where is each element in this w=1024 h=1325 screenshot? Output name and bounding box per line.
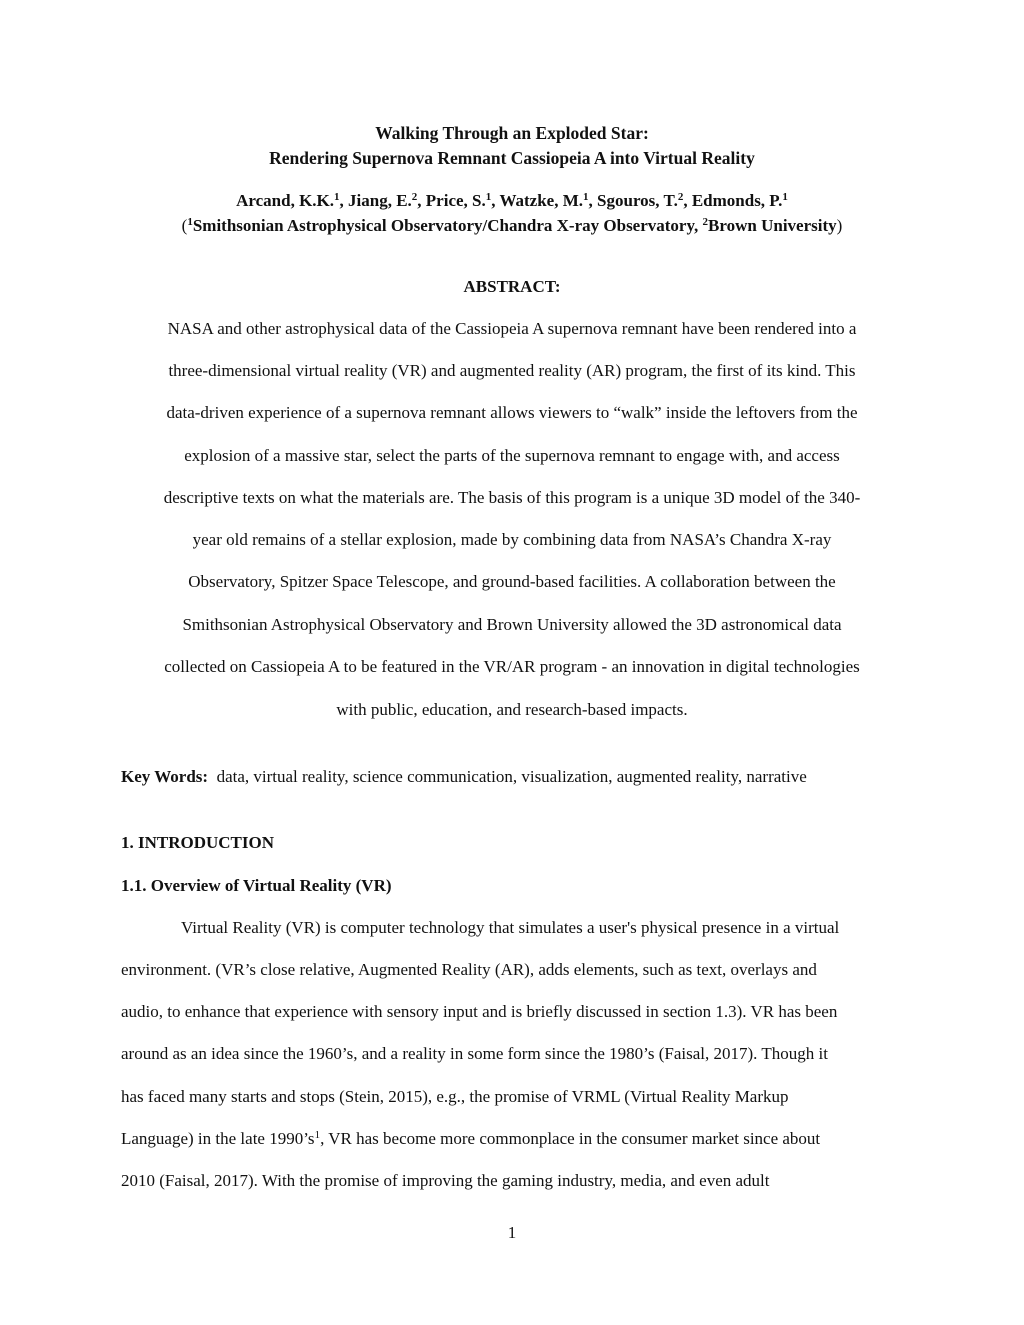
author-affiliation-mark: 1: [334, 191, 340, 203]
author-affiliation-mark: 1: [782, 191, 788, 203]
abstract-line: three-dimensional virtual reality (VR) and augmented reality (AR) program, the first of its kind. This: [168, 361, 856, 380]
affiliations: [0, 213, 1024, 239]
body-text-line: [121, 1128, 820, 1150]
body-text-line: 2010 (Faisal, 2017). With the promise of improving the gaming industry, media, and even adult: [121, 1171, 770, 1190]
affiliation-1: Smithsonian Astrophysical Observatory/Chandra X-ray Observatory,: [192, 216, 703, 235]
author-list: [0, 188, 1024, 214]
abstract-line: data-driven experience of a supernova remnant allows viewers to “walk” inside the leftovers from the: [166, 403, 858, 422]
subsection-heading: 1.1. Overview of Virtual Reality (VR): [121, 876, 392, 895]
abstract-line: Smithsonian Astrophysical Observatory and Brown University allowed the 3D astronomical data: [182, 615, 842, 634]
author-name: Price, S.: [425, 191, 486, 210]
author-separator: ,: [588, 191, 598, 210]
affiliation-mark-1: 1: [187, 216, 193, 228]
abstract-line: NASA and other astrophysical data of the Cassiopeia A supernova remnant have been rendered into a: [167, 319, 857, 338]
author-name: Edmonds, P.: [691, 191, 783, 210]
author-affiliation-mark: 1: [583, 191, 589, 203]
author-separator: ,: [491, 191, 500, 210]
affiliation-2: Brown University: [708, 216, 837, 235]
author-name: Arcand, K.K.: [236, 191, 335, 210]
body-text-line: has faced many starts and stops (Stein, 2015), e.g., the promise of VRML (Virtual Reality Markup: [121, 1087, 789, 1106]
paper-title-line-2: Rendering Supernova Remnant Cassiopeia A into Virtual Reality: [269, 148, 755, 168]
affiliation-mark-2: 2: [702, 216, 709, 228]
author-affiliation-mark: 1: [485, 191, 492, 203]
author-name: Jiang, E.: [348, 191, 412, 210]
abstract-line: Observatory, Spitzer Space Telescope, and ground-based facilities. A collaboration between the: [188, 572, 836, 591]
author-name: Watzke, M.: [499, 191, 584, 210]
author-separator: ,: [339, 191, 349, 210]
abstract-line: year old remains of a stellar explosion, made by combining data from NASA’s Chandra X-ray: [192, 530, 832, 549]
page-number: 1: [507, 1223, 517, 1242]
abstract-line: collected on Cassiopeia A to be featured in the VR/AR program - an innovation in digital technologies: [164, 657, 860, 676]
author-affiliation-mark: 2: [411, 191, 418, 203]
keywords: [121, 766, 807, 788]
keywords-text: data, virtual reality, science communication, visualization, augmented reality, narrative: [216, 767, 807, 786]
body-text-segment: Language) in the late 1990’s: [121, 1129, 315, 1148]
author-separator: ,: [417, 191, 426, 210]
abstract-line: with public, education, and research-based impacts.: [336, 700, 688, 719]
body-text-line: environment. (VR’s close relative, Augmented Reality (AR), adds elements, such as text, overlays and: [121, 960, 817, 979]
section-heading: 1. INTRODUCTION: [121, 833, 275, 852]
paper-title-line-1: Walking Through an Exploded Star:: [375, 123, 649, 143]
body-text-segment: , VR has become more commonplace in the consumer market since about: [320, 1129, 821, 1148]
body-text-line: around as an idea since the 1960’s, and a reality in some form since the 1980’s (Faisal, 2017). Though it: [121, 1044, 828, 1063]
affiliation-close-paren: ): [836, 216, 843, 235]
author-affiliation-mark: 2: [677, 191, 684, 203]
affiliation-open-paren: (: [181, 216, 188, 235]
abstract-line: descriptive texts on what the materials are. The basis of this program is a unique 3D model of the 340-: [163, 488, 861, 507]
abstract-heading: ABSTRACT:: [463, 277, 561, 296]
footnote-mark: 1: [314, 1129, 321, 1141]
abstract-line: explosion of a massive star, select the parts of the supernova remnant to engage with, and access: [184, 446, 840, 465]
author-name: Sgouros, T.: [597, 191, 678, 210]
keywords-label: Key Words:: [121, 767, 209, 786]
body-text-line: Virtual Reality (VR) is computer technology that simulates a user's physical presence in a virtual: [181, 918, 840, 937]
body-text-line: audio, to enhance that experience with sensory input and is briefly discussed in section 1.3). VR has been: [121, 1002, 838, 1021]
author-separator: ,: [683, 191, 692, 210]
